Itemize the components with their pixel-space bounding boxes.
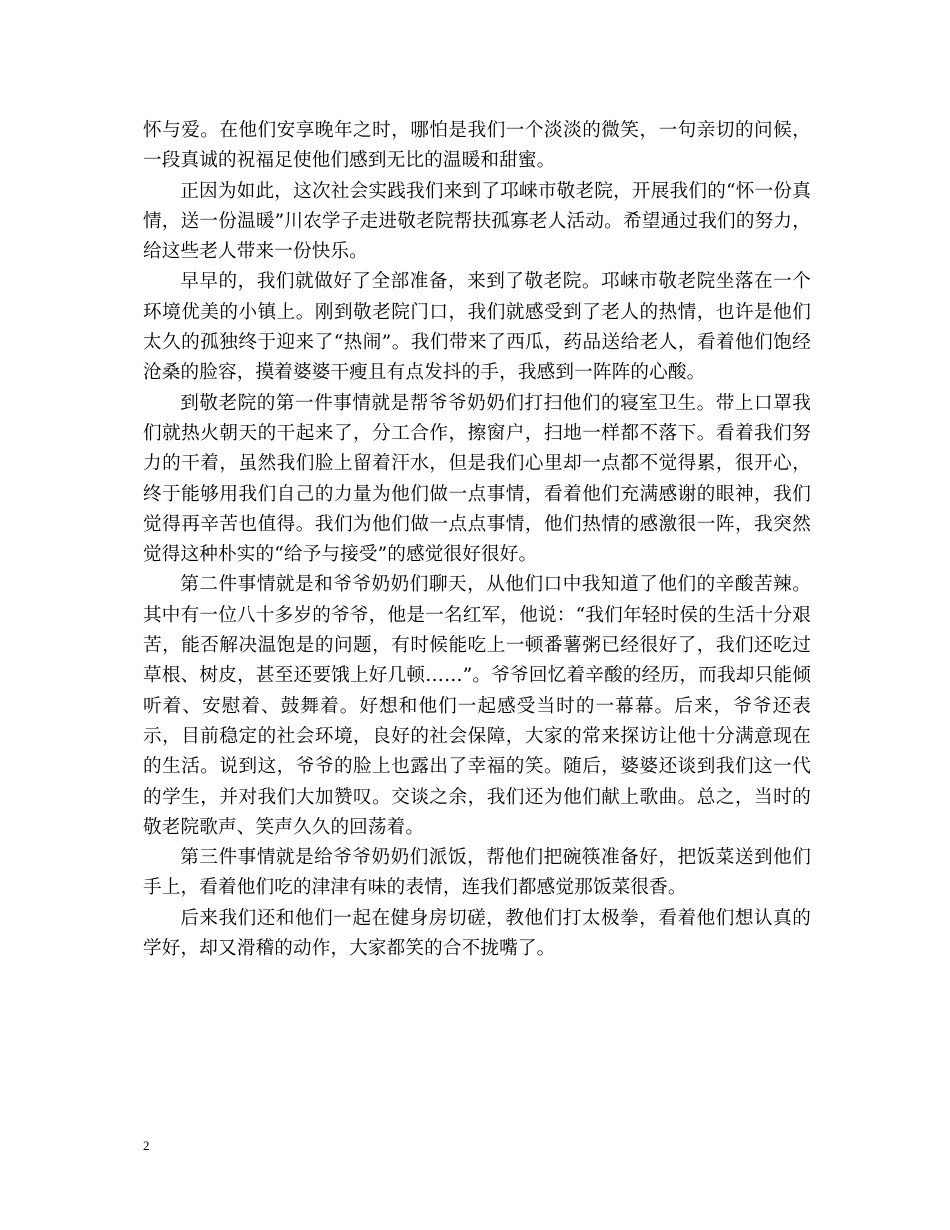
- document-body: [143, 116, 811, 964]
- paragraph-6: 第三件事情就是给爷爷奶奶们派饭，帮他们把碗筷准备好，把饭菜送到他们手上，看着他们吃的津津有味的表情，连我们都感觉那饭菜很香。: [143, 847, 811, 899]
- paragraph-5: 第二件事情就是和爷爷奶奶们聊天，从他们口中我知道了他们的辛酸苦辣。其中有一位八十多岁的爷爷，他是一名红军，他说：“我们年轻时侯的生活十分艰苦，能否解决温饱是的问题，有时候能吃上一顿番薯粥已经很好了，我们还吃过草根、树皮，甚至还要饿上好几顿……”。爷爷回忆着辛酸的经历，而我却只能倾听着、安慰着、鼓舞着。好想和他们一起感受当时的一幕幕。后来，爷爷还表示，目前稳定的社会环境，良好的社会保障，大家的常来探访让他十分满意现在的生活。说到这，爷爷的脸上也露出了幸福的笑。随后，婆婆还谈到我们这一代的学生，并对我们大加赞叹。交谈之余，我们还为他们献上歌曲。总之，当时的敬老院歌声、笑声久久的回荡着。: [143, 574, 811, 838]
- paragraph-3: 早早的，我们就做好了全部准备，来到了敬老院。邛崃市敬老院坐落在一个环境优美的小镇上。刚到敬老院门口，我们就感受到了老人的热情，也许是他们太久的孤独终于迎来了“热闹”。我们带来了西瓜，药品送给老人，看着他们饱经沧桑的脸容，摸着婆婆干瘦且有点发抖的手，我感到一阵阵的心酸。: [143, 271, 811, 384]
- paragraph-4: 到敬老院的第一件事情就是帮爷爷奶奶们打扫他们的寝室卫生。带上口罩我们就热火朝天的干起来了，分工合作，擦窗户，扫地一样都不落下。看着我们努力的干着，虽然我们脸上留着汗水，但是我们心里却一点都不觉得累，很开心，终于能够用我们自己的力量为他们做一点事情，看着他们充满感谢的眼神，我们觉得再辛苦也值得。我们为他们做一点点事情，他们热情的感激很一阵，我突然觉得这种朴实的“给予与接受”的感觉很好很好。: [143, 392, 811, 566]
- paragraph-1: 怀与爱。在他们安享晚年之时，哪怕是我们一个淡淡的微笑，一句亲切的问候，一段真诚的祝福足使他们感到无比的温暖和甜蜜。: [143, 120, 811, 172]
- paragraph-2: 正因为如此，这次社会实践我们来到了邛崃市敬老院，开展我们的“怀一份真情，送一份温暖”川农学子走进敬老院帮扶孤寡老人活动。希望通过我们的努力，给这些老人带来一份快乐。: [143, 180, 811, 263]
- paragraph-7: 后来我们还和他们一起在健身房切磋，教他们打太极拳，看着他们想认真的学好，却又滑稽的动作，大家都笑的合不拢嘴了。: [143, 907, 811, 960]
- page-number: 2: [143, 1138, 150, 1153]
